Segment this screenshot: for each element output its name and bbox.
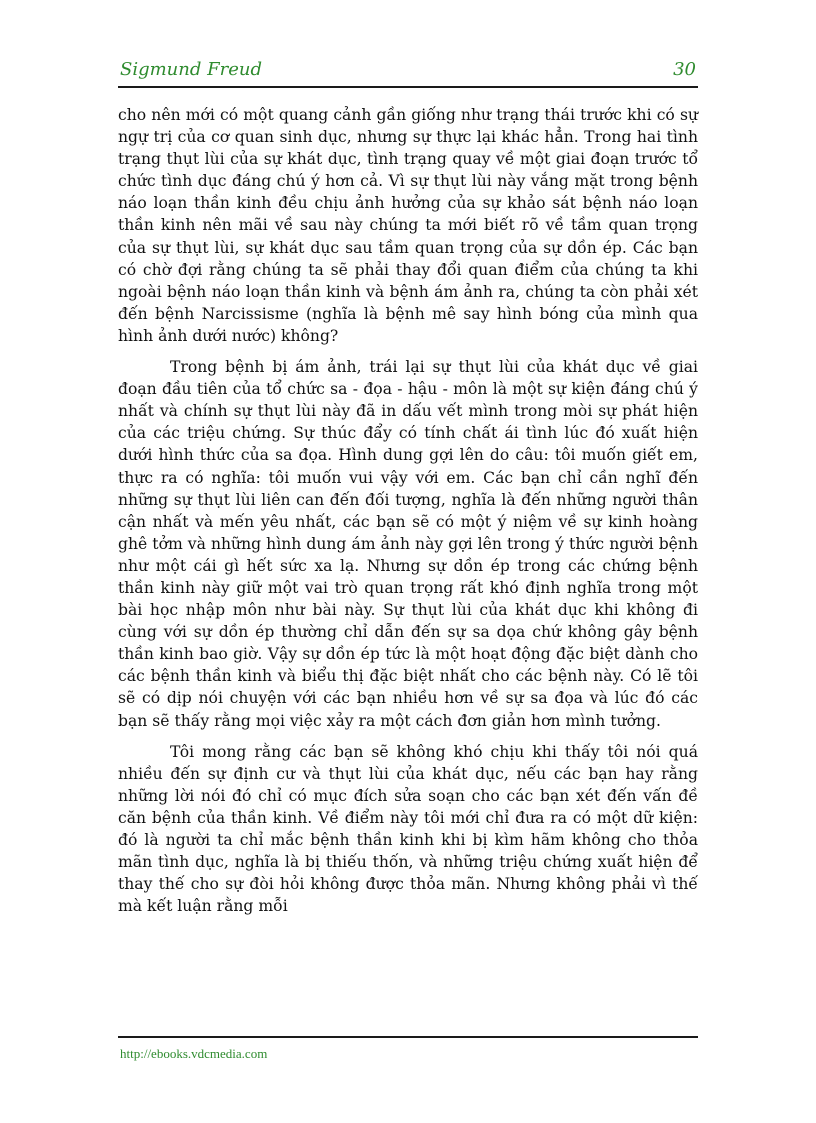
header-author: Sigmund Freud [120, 59, 262, 80]
paragraph-2: Trong bệnh bị ám ảnh, trái lại sự thụt lùi của khát dục về giai đoạn đầu tiên của tổ chức sa - đọa - hậu - môn là một sự kiện đáng chú ý nhất và chính sự thụt lùi này đã in dấu vết mình trong mòi sự phát hiện của các triệu chứng. Sự thúc đẩy có tính chất ái tình lúc đó xuất hiện dưới hình thức của sa đọa. Hình dung gợi lên do câu: tôi muốn giết em, thực ra có nghĩa: tôi muốn vui vậy với em. Các bạn chỉ cần nghĩ đến những sự thụt lùi liên can đến đối tượng, nghĩa là đến những người thân cận nhất và mến yêu nhất, các bạn sẽ có một ý niệm về sự kinh hoàng ghê tởm và những hình dung ám ảnh này gợi lên trong ý thức người bệnh như một cái gì hết sức xa lạ. Nhưng sự dồn ép trong các chứng bệnh thần kinh này giữ một vai trò quan trọng rất khó định nghĩa trong một bài học nhập môn như bài này. Sự thụt lùi của khát dục khi không đi cùng với sự dồn ép thường chỉ dẫn đến sự sa dọa chứ không gây bệnh thần kinh bao giờ. Vậy sự dồn ép tức là một hoạt động đặc biệt dành cho các bệnh thần kinh và biểu thị đặc biệt nhất cho các bệnh này. Có lẽ tôi sẽ có dịp nói chuyện với các bạn nhiều hơn về sự sa đọa và lúc đó các bạn sẽ thấy rằng mọi việc xảy ra một cách đơn giản hơn mình tưởng. [118, 358, 698, 730]
paragraph-3: Tôi mong rằng các bạn sẽ không khó chịu khi thấy tôi nói quá nhiều đến sự định cư và thụt lùi của khát dục, nếu các bạn hay rằng những lời nói đó chỉ có mục đích sửa soạn cho các bạn xét đến vấn đề căn bệnh của thần kinh. Về điểm này tôi mới chỉ đưa ra có một dữ kiện: đó là người ta chỉ mắc bệnh thần kinh khi bị kìm hãm không cho thỏa mãn tình dục, nghĩa là bị thiếu thốn, và những triệu chứng xuất hiện để thay thế cho sự đòi hỏi không được thỏa mãn. Nhưng không phải vì thế mà kết luận rằng mỗi [118, 742, 698, 916]
page-header [118, 56, 698, 88]
body-text [118, 104, 698, 926]
paragraph-1: cho nên mới có một quang cảnh gần giống như trạng thái trước khi có sự ngự trị của cơ quan sinh dục, nhưng sự thực lại khác hẳn. Trong hai tình trạng thụt lùi của sự khát dục, tình trạng quay về một giai đoạn trước tổ chức tình dục đáng chú ý hơn cả. Vì sự thụt lùi này vắng mặt trong bệnh náo loạn thần kinh đều chịu ảnh hưởng của sự khảo sát bệnh náo loạn thần kinh nên mãi về sau này chúng ta mới biết rõ về tầm quan trọng của sự thụt lùi, sự khát dục sau tầm quan trọng của sự dồn ép. Các bạn có chờ đợi rằng chúng ta sẽ phải thay đổi quan điểm của chúng ta khi ngoài bệnh náo loạn thần kinh và bệnh ám ảnh ra, chúng ta còn phải xét đến bệnh Narcissisme (nghĩa là bệnh mê say hình bóng của mình qua hình ảnh dưới nước) không? [118, 106, 698, 345]
page-footer [118, 1036, 698, 1061]
footer-url-link[interactable]: http://ebooks.vdcmedia.com [120, 1046, 268, 1061]
header-page-number: 30 [673, 59, 696, 80]
